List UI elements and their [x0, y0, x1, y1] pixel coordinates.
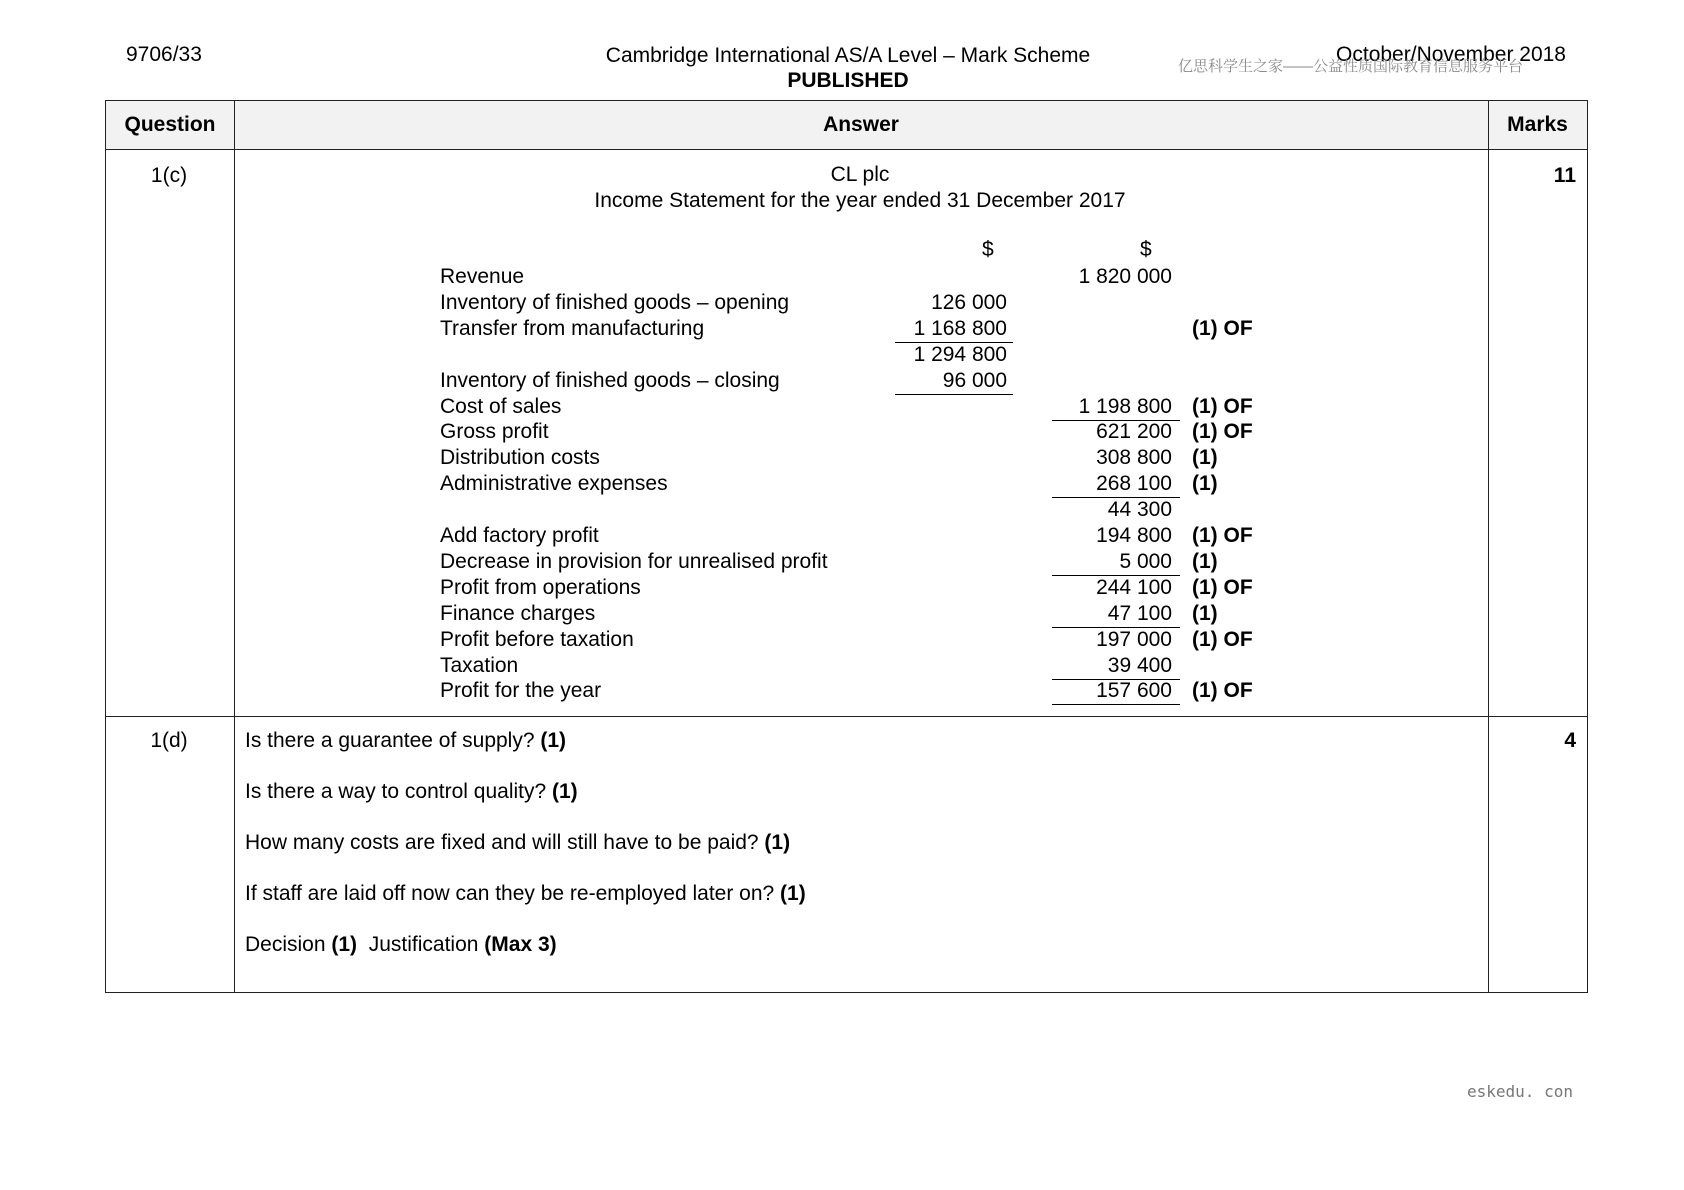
- row-divider: [106, 716, 1587, 717]
- row-amount-col1: 96 000: [895, 368, 1013, 395]
- decision-mark: (1): [331, 933, 358, 956]
- row-amount-col1: 126 000: [931, 290, 1007, 314]
- row-amount-col1: [895, 394, 1013, 420]
- header-divider: [106, 149, 1587, 150]
- row-mark: (1) OF: [1192, 679, 1253, 703]
- answer-mark: (1): [552, 780, 578, 803]
- row-label: Add factory profit: [440, 524, 599, 547]
- answer-mark: (1): [780, 882, 806, 905]
- row-label: Profit for the year: [440, 679, 602, 703]
- row-amount-col1: [895, 549, 1013, 575]
- row-amount-col1: [895, 601, 1013, 627]
- answer-text: Is there a way to control quality?: [245, 780, 552, 803]
- column-header-marks: Marks: [1507, 113, 1568, 136]
- row-amount-col1: [895, 497, 1013, 523]
- row-amount-col2: [1052, 316, 1180, 342]
- row-mark: (1) OF: [1192, 575, 1253, 599]
- row-amount-col1: [895, 627, 1013, 653]
- question-marks-1d: 4: [1564, 729, 1576, 752]
- justification-mark: (Max 3): [484, 933, 557, 956]
- row-amount-col2: 244 100: [1096, 575, 1172, 599]
- row-amount-col2: 44 300: [1107, 498, 1172, 522]
- row-label: Cost of sales: [440, 394, 562, 418]
- row-label: Gross profit: [440, 420, 549, 444]
- row-mark: (1): [1192, 601, 1218, 625]
- row-label: Taxation: [440, 653, 519, 677]
- answer-line: [245, 729, 566, 753]
- row-label: Inventory of finished goods – opening: [440, 290, 790, 314]
- row-label: Finance charges: [440, 601, 596, 625]
- answer-text: If staff are laid off now can they be re-employed later on?: [245, 882, 781, 905]
- footer-site: eskedu. con: [1467, 1082, 1573, 1101]
- question-number-1c: 1(c): [150, 164, 188, 187]
- column-divider: [234, 101, 235, 992]
- row-amount-col2: 308 800: [1096, 446, 1172, 470]
- column-header-answer: Answer: [823, 113, 899, 136]
- answer-line: [245, 780, 578, 804]
- row-mark: (1) OF: [1192, 394, 1253, 418]
- exam-session: October/November 2018: [1336, 43, 1566, 66]
- row-mark: (1): [1192, 472, 1218, 496]
- question-number-1d: 1(d): [150, 729, 188, 752]
- row-mark: [1192, 342, 1198, 368]
- row-mark: (1) OF: [1192, 420, 1253, 444]
- row-label: [440, 497, 446, 523]
- row-label: Administrative expenses: [440, 472, 668, 496]
- statement-title: Income Statement for the year ended 31 December 2017: [594, 189, 1126, 212]
- answer-mark: (1): [540, 729, 567, 752]
- document-title: Cambridge International AS/A Level – Mark Scheme: [605, 44, 1091, 67]
- column-1-currency: $: [982, 238, 994, 261]
- row-amount-col2: 1 198 800: [1052, 394, 1180, 421]
- row-amount-col2: [1052, 342, 1180, 368]
- answer-mark: (1): [764, 831, 791, 854]
- watermark-text: 亿思科学生之家——公益性质国际教育信息服务平台: [1178, 58, 1524, 75]
- row-amount-col2: [1052, 368, 1180, 394]
- answer-text: How many costs are fixed and will still have to be paid?: [245, 831, 765, 854]
- row-amount-col2: 39 400: [1052, 653, 1180, 680]
- row-amount-col1: [895, 678, 1013, 704]
- row-label: Decrease in provision for unrealised profit: [440, 549, 828, 573]
- statement-heading: [235, 162, 1485, 214]
- question-marks-1c: 11: [1553, 164, 1576, 187]
- row-mark: [1192, 290, 1198, 316]
- row-mark: (1) OF: [1192, 627, 1253, 651]
- row-label: Profit before taxation: [440, 627, 634, 651]
- row-mark: (1): [1192, 446, 1218, 470]
- answer-line: [245, 831, 790, 855]
- row-amount-col2: 621 200: [1096, 420, 1172, 444]
- row-mark: (1) OF: [1192, 316, 1253, 340]
- row-mark: (1): [1192, 549, 1218, 573]
- row-mark: [1192, 368, 1198, 394]
- row-amount-col2: [1052, 290, 1180, 316]
- published-label: PUBLISHED: [787, 69, 909, 92]
- row-label: Distribution costs: [440, 446, 600, 470]
- row-amount-col2: 157 600: [1052, 678, 1180, 705]
- row-amount-col2: 1 820 000: [1078, 265, 1172, 288]
- row-amount-col2: 197 000: [1096, 627, 1172, 651]
- row-mark: (1) OF: [1192, 524, 1253, 547]
- row-mark: [1192, 653, 1198, 679]
- justification-text: Justification: [368, 933, 485, 956]
- column-header-question: Question: [124, 113, 216, 136]
- row-label: [440, 342, 446, 368]
- row-mark: [1192, 264, 1198, 290]
- row-amount-col1: [895, 419, 1013, 445]
- answer-line: [245, 882, 806, 906]
- row-label: Revenue: [440, 265, 525, 288]
- company-name: CL plc: [830, 163, 890, 186]
- row-amount-col1: [895, 653, 1013, 679]
- column-divider: [1488, 101, 1489, 992]
- row-amount-col1: [895, 471, 1013, 497]
- row-label: Transfer from manufacturing: [440, 316, 705, 340]
- paper-code: 9706/33: [126, 43, 202, 66]
- row-amount-col1: [895, 575, 1013, 601]
- row-amount-col2: 194 800: [1096, 524, 1172, 547]
- decision-line: [245, 933, 557, 957]
- row-amount-col1: 1 168 800: [895, 316, 1013, 343]
- answer-text: Is there a guarantee of supply?: [245, 729, 541, 752]
- decision-text: Decision: [245, 933, 332, 956]
- row-label: Inventory of finished goods – closing: [440, 368, 780, 392]
- header-title-block: [490, 43, 1206, 93]
- row-amount-col1: [895, 523, 1013, 549]
- row-label: Profit from operations: [440, 575, 641, 599]
- mark-scheme-table: [105, 100, 1588, 993]
- row-amount-col2: 268 100: [1052, 471, 1180, 498]
- row-amount-col1: 1 294 800: [913, 342, 1007, 366]
- column-2-currency: $: [1140, 238, 1152, 261]
- row-amount-col1: [895, 445, 1013, 471]
- row-mark: [1192, 497, 1198, 523]
- row-amount-col1: [895, 264, 1013, 290]
- row-amount-col2: 47 100: [1052, 601, 1180, 628]
- row-amount-col2: 5 000: [1052, 549, 1180, 576]
